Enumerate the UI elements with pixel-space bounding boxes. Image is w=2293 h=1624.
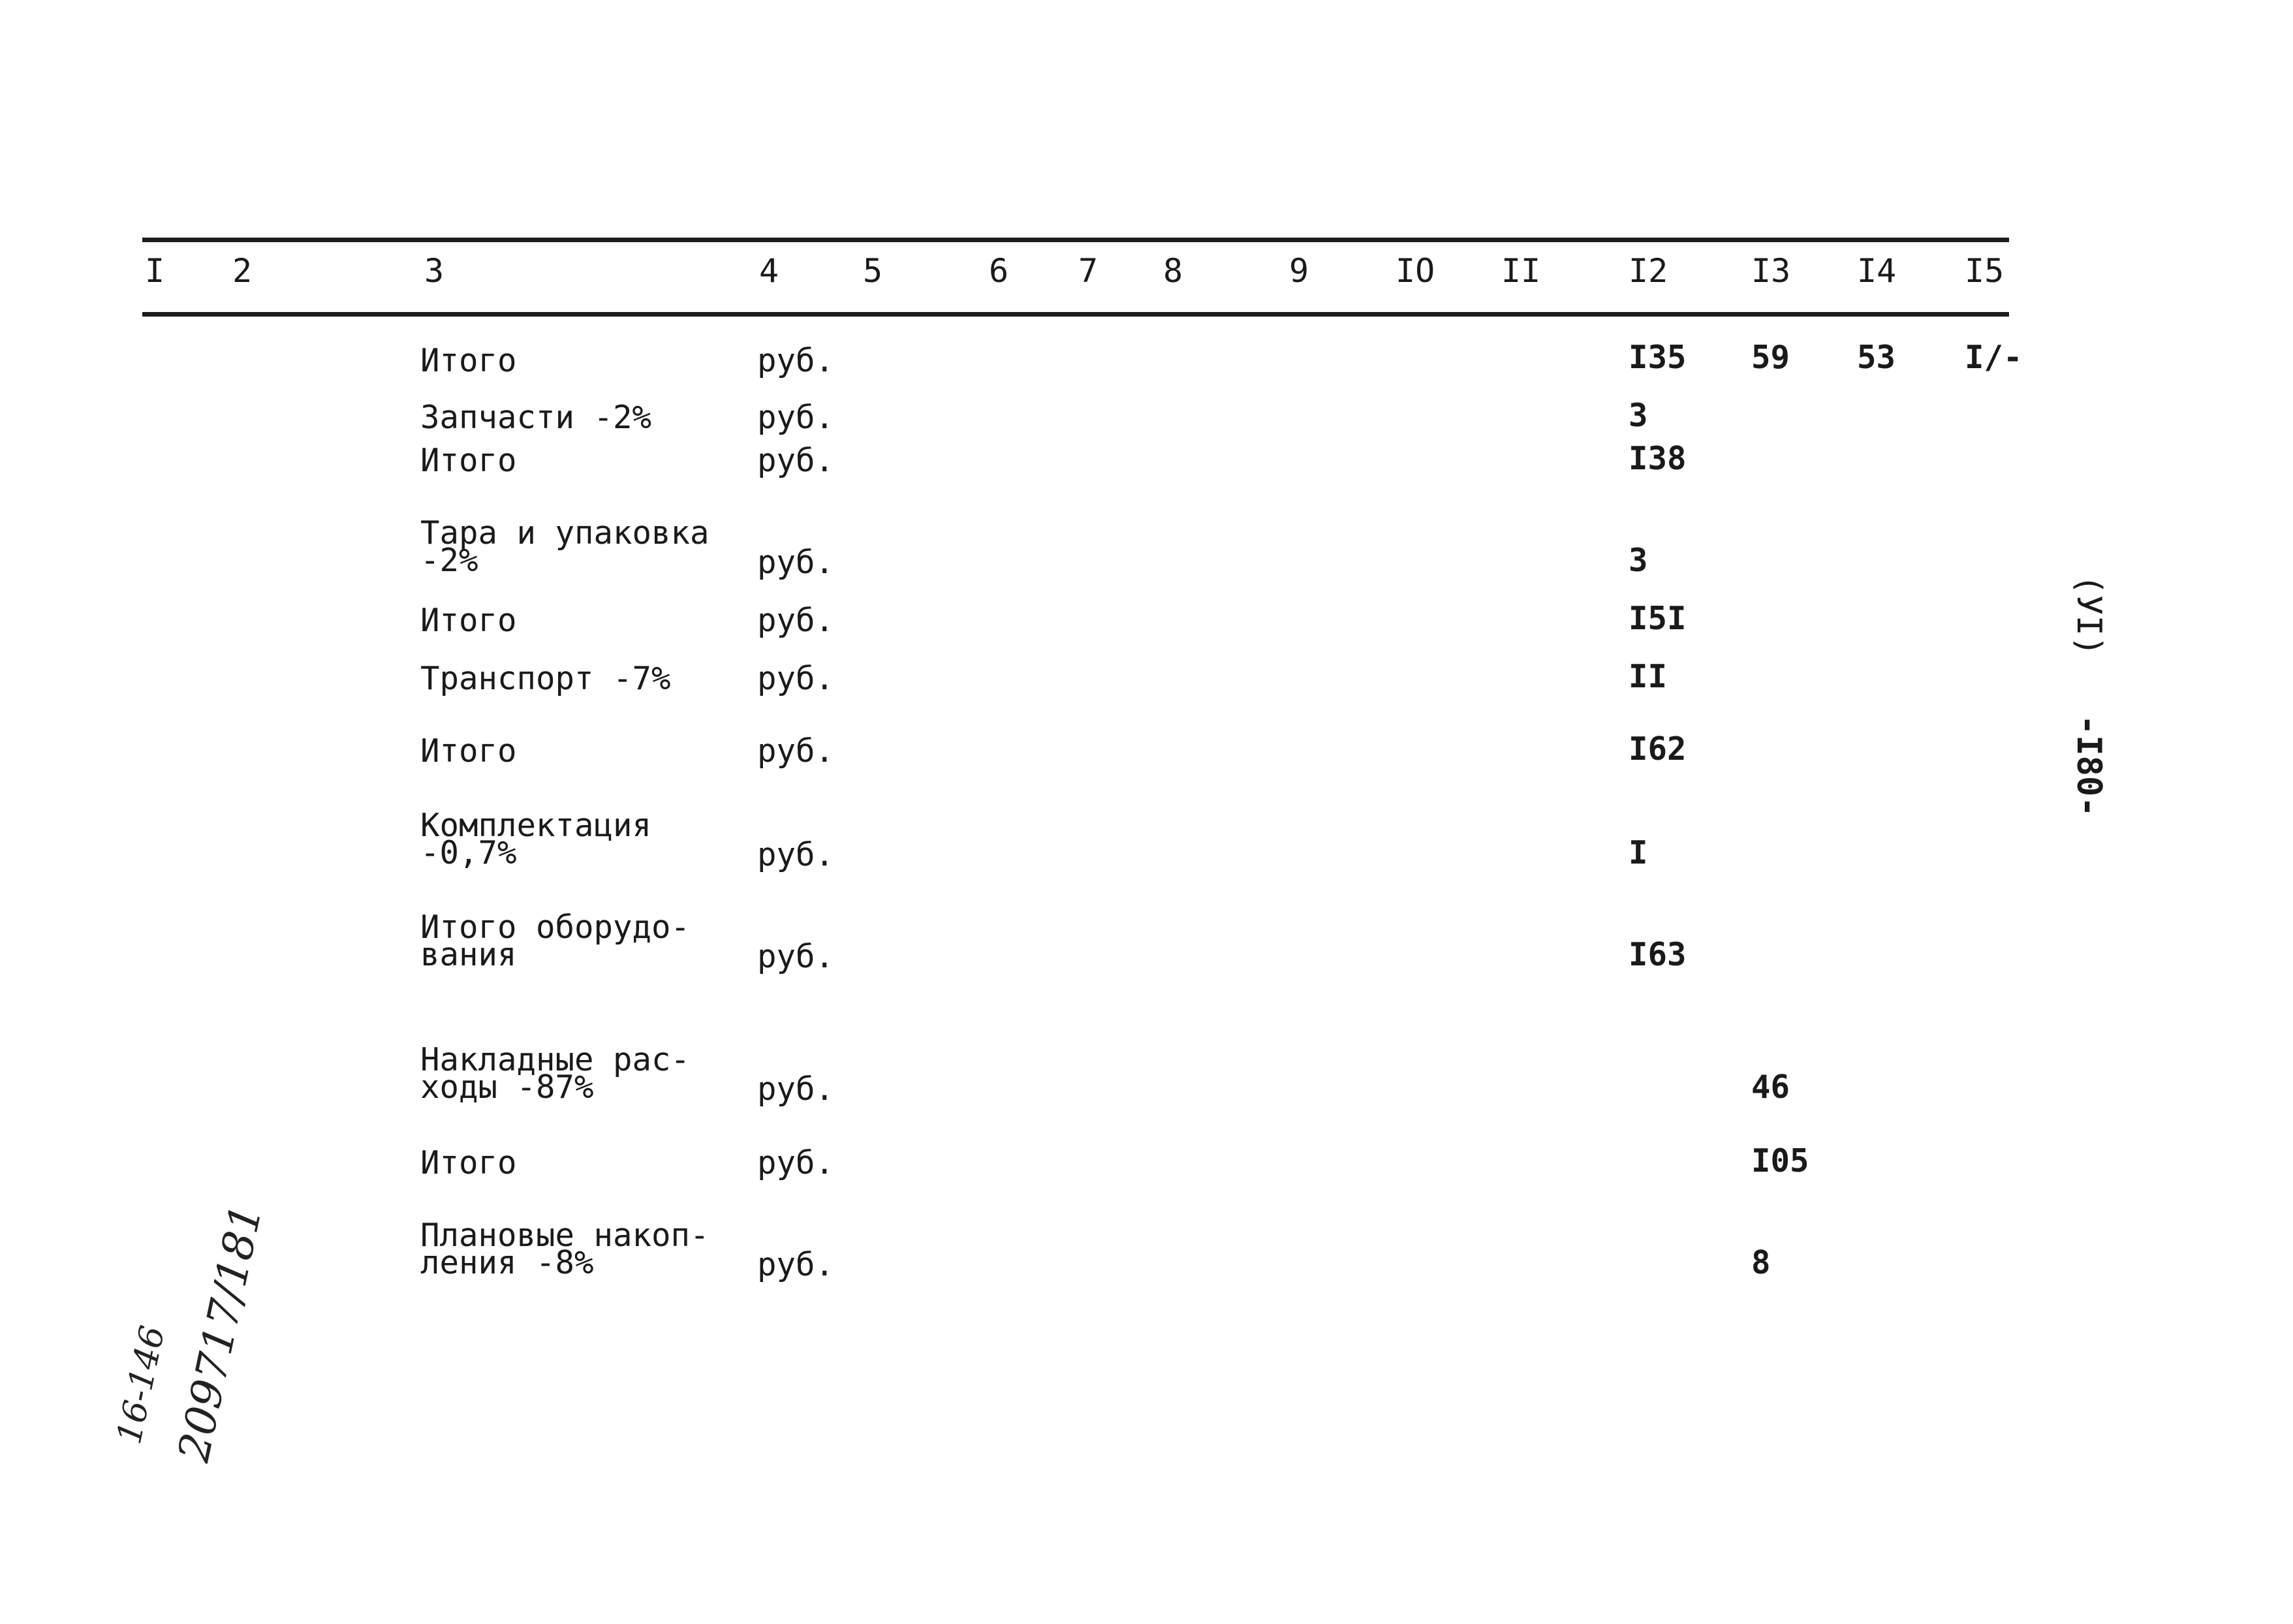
row-label: Комплектация — [420, 807, 652, 844]
row-unit: руб. — [757, 442, 835, 479]
row-label: Итого — [420, 442, 517, 479]
column-header-10: IO — [1396, 252, 1435, 290]
margin-page-number: -I80- — [2069, 715, 2108, 817]
row-label: Запчасти -2% — [420, 399, 652, 436]
row-label: Итого — [420, 1144, 517, 1181]
row-label: Тара и упаковка — [420, 514, 710, 552]
row-col13: 46 — [1751, 1069, 1790, 1106]
row-label: Накладные рас- — [420, 1041, 691, 1078]
row-unit: руб. — [757, 938, 835, 975]
column-header-15: I5 — [1965, 252, 2004, 290]
row-unit: руб. — [757, 732, 835, 770]
row-unit: руб. — [757, 1246, 835, 1283]
header-rule-top — [142, 238, 2009, 242]
row-label: Итого оборудо- — [420, 909, 691, 946]
row-col12: 3 — [1629, 542, 1648, 579]
row-label-cont: ления -8% — [420, 1244, 594, 1281]
row-label: Итого — [420, 602, 517, 639]
row-col12: I35 — [1629, 339, 1687, 376]
row-unit: руб. — [757, 399, 835, 436]
row-label: Плановые накоп- — [420, 1217, 710, 1254]
handwritten-archive-number: 209717/181 — [168, 1200, 272, 1467]
row-unit: руб. — [757, 1144, 835, 1181]
column-header-9: 9 — [1289, 252, 1309, 290]
row-label-cont: вания — [420, 936, 517, 973]
column-header-3: 3 — [424, 252, 445, 290]
row-label: Итого — [420, 342, 517, 379]
row-label-cont: ходы -87% — [420, 1069, 594, 1106]
column-header-11: II — [1501, 252, 1541, 290]
column-header-1: I — [145, 252, 165, 290]
row-label-cont: -0,7% — [420, 834, 517, 871]
column-header-6: 6 — [989, 252, 1009, 290]
row-label: Транспорт -7% — [420, 660, 671, 697]
row-unit: руб. — [757, 544, 835, 581]
column-header-8: 8 — [1163, 252, 1183, 290]
handwritten-archive-code: 16-146 — [110, 1322, 173, 1448]
row-col13: I05 — [1751, 1142, 1809, 1179]
row-col15: I/- — [1965, 339, 2023, 376]
row-unit: руб. — [757, 660, 835, 697]
row-col12: I — [1629, 834, 1648, 871]
column-header-13: I3 — [1751, 252, 1791, 290]
row-unit: руб. — [757, 1070, 835, 1108]
column-header-14: I4 — [1857, 252, 1897, 290]
column-header-7: 7 — [1078, 252, 1099, 290]
row-unit: руб. — [757, 836, 835, 873]
margin-code: (УI) — [2069, 574, 2108, 657]
row-col12: 3 — [1629, 397, 1648, 434]
column-header-5: 5 — [863, 252, 883, 290]
row-col12: I62 — [1629, 730, 1687, 768]
row-col12: I5I — [1629, 600, 1687, 637]
row-col12: I63 — [1629, 936, 1687, 973]
row-col13: 59 — [1751, 339, 1790, 376]
row-unit: руб. — [757, 342, 835, 379]
row-col12: I38 — [1629, 440, 1687, 477]
row-unit: руб. — [757, 602, 835, 639]
column-header-2: 2 — [232, 252, 253, 290]
row-label: Итого — [420, 732, 517, 770]
header-rule-bottom — [142, 312, 2009, 317]
row-col13: 8 — [1751, 1244, 1771, 1281]
row-col12: II — [1629, 658, 1668, 695]
row-col14: 53 — [1857, 339, 1896, 376]
column-header-4: 4 — [759, 252, 779, 290]
column-header-12: I2 — [1629, 252, 1668, 290]
row-label-cont: -2% — [420, 542, 478, 579]
